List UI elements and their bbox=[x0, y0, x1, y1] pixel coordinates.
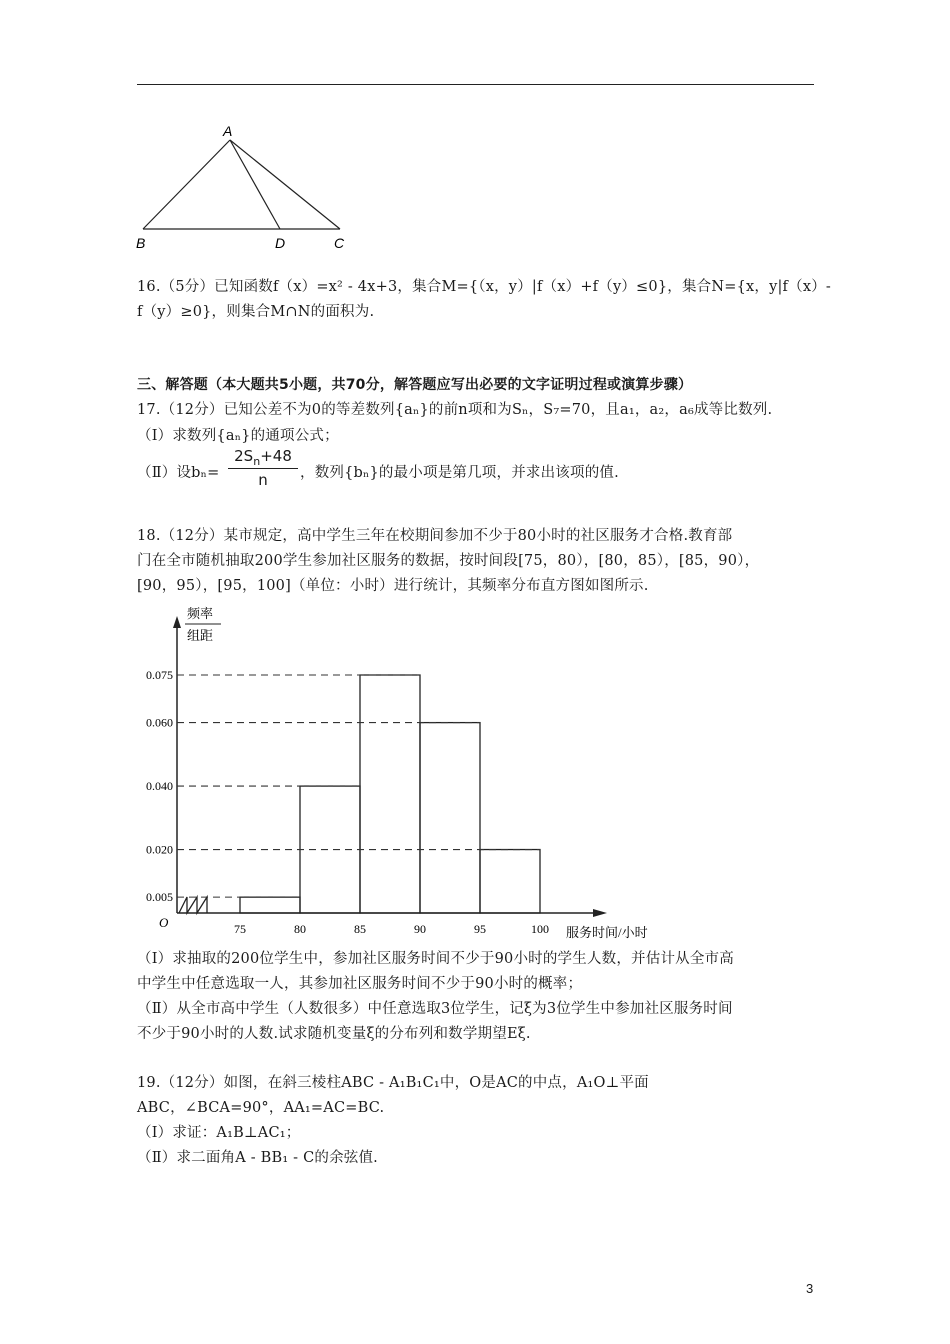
y-tick-label: 0.075 bbox=[146, 668, 173, 682]
q18-part1-line1: （Ⅰ）求抽取的200位学生中，参加社区服务时间不少于90小时的学生人数，并估计从全市高 bbox=[137, 951, 734, 967]
fraction-denominator: n bbox=[258, 471, 268, 489]
ylabel-top: 频率 bbox=[187, 606, 214, 621]
x-tick-label: 75 bbox=[234, 922, 246, 936]
x-axis-label: 服务时间/小时 bbox=[566, 925, 648, 940]
q16-line1: 16.（5分）已知函数f（x）=x² - 4x+3，集合M={（x，y）|f（x）+f（y）≤0}，集合N={x，y|f（x）- bbox=[137, 279, 832, 295]
ylabel-bottom: 组距 bbox=[187, 628, 214, 643]
section-title: 三、解答题（本大题共5小题，共70分，解答题应写出必要的文字证明过程或演算步骤） bbox=[137, 377, 693, 393]
label-b: B bbox=[136, 235, 146, 251]
y-tick-label: 0.020 bbox=[146, 842, 173, 857]
y-tick-label: 0.060 bbox=[146, 715, 173, 730]
segment-ad bbox=[230, 140, 280, 229]
y-axis-arrow bbox=[173, 616, 181, 628]
numerator-tail: +48 bbox=[260, 447, 292, 465]
segment-ab bbox=[143, 140, 230, 229]
x-tick-label: 90 bbox=[414, 922, 426, 936]
q17-part2-prefix: （Ⅱ）设bₙ= bbox=[137, 465, 220, 481]
histogram-bar bbox=[360, 675, 420, 913]
header-rule bbox=[137, 84, 814, 85]
q19-line1: 19.（12分）如图，在斜三棱柱ABC - A₁B₁C₁中，O是AC的中点，A₁O⊥平面 bbox=[137, 1075, 649, 1091]
numerator-sub: n bbox=[253, 455, 261, 468]
q19-line2: ABC，∠BCA=90°，AA₁=AC=BC. bbox=[137, 1100, 385, 1116]
y-tick-label: 0.005 bbox=[146, 890, 173, 905]
page-number: 3 bbox=[806, 1281, 814, 1296]
q18-line1: 18.（12分）某市规定，高中学生三年在校期间参加不少于80小时的社区服务才合格.教育部 bbox=[137, 528, 733, 544]
frequency-histogram bbox=[125, 600, 670, 945]
x-tick-label: 95 bbox=[474, 922, 486, 936]
x-axis-arrow bbox=[593, 909, 607, 917]
label-a: A bbox=[223, 123, 233, 139]
q18-part2-line1: （Ⅱ）从全市高中学生（人数很多）中任意选取3位学生，记ξ为3位学生中参加社区服务时间 bbox=[137, 1001, 733, 1017]
x-tick-label: 85 bbox=[354, 922, 366, 936]
q18-part2-line2: 不少于90小时的人数.试求随机变量ξ的分布列和数学期望Eξ. bbox=[137, 1026, 531, 1042]
q19-part2: （Ⅱ）求二面角A - BB₁ - C的余弦值. bbox=[137, 1150, 378, 1166]
segment-ac bbox=[230, 140, 340, 229]
histogram-bar bbox=[420, 723, 480, 913]
q17-part2-suffix: ，数列{bₙ}的最小项是第几项，并求出该项的值. bbox=[300, 465, 619, 481]
numerator-main: 2S bbox=[234, 447, 254, 465]
q18-part1-line2: 中学生中任意选取一人，其参加社区服务时间不少于90小时的概率； bbox=[137, 976, 583, 992]
histogram-bar bbox=[240, 897, 300, 913]
fraction-numerator bbox=[228, 446, 298, 469]
q18-line3: [90，95），[95，100]（单位：小时）进行统计，其频率分布直方图如图所示. bbox=[137, 578, 649, 594]
x-tick-label: 80 bbox=[294, 922, 306, 936]
q19-part1: （Ⅰ）求证：A₁B⊥AC₁； bbox=[137, 1125, 301, 1141]
q16-line2: f（y）≥0}，则集合M∩N的面积为. bbox=[137, 304, 375, 320]
histogram-bar bbox=[480, 850, 540, 913]
label-d: D bbox=[275, 235, 286, 251]
origin-label: O bbox=[159, 915, 169, 930]
x-tick-label: 100 bbox=[531, 922, 549, 936]
triangle-figure bbox=[120, 118, 360, 253]
bn-fraction bbox=[228, 446, 298, 491]
q17-stem: 17.（12分）已知公差不为0的等差数列{aₙ}的前n项和为Sₙ，S₇=70，且a₁，a₂，a₆成等比数列. bbox=[137, 402, 773, 418]
y-tick-label: 0.040 bbox=[146, 779, 173, 794]
label-c: C bbox=[334, 235, 345, 251]
q18-line2: 门在全市随机抽取200学生参加社区服务的数据，按时间段[75，80），[80，85），[85，90）， bbox=[137, 553, 760, 569]
axis-break-zigzag bbox=[179, 897, 207, 913]
q17-part1: （Ⅰ）求数列{aₙ}的通项公式； bbox=[137, 428, 339, 444]
